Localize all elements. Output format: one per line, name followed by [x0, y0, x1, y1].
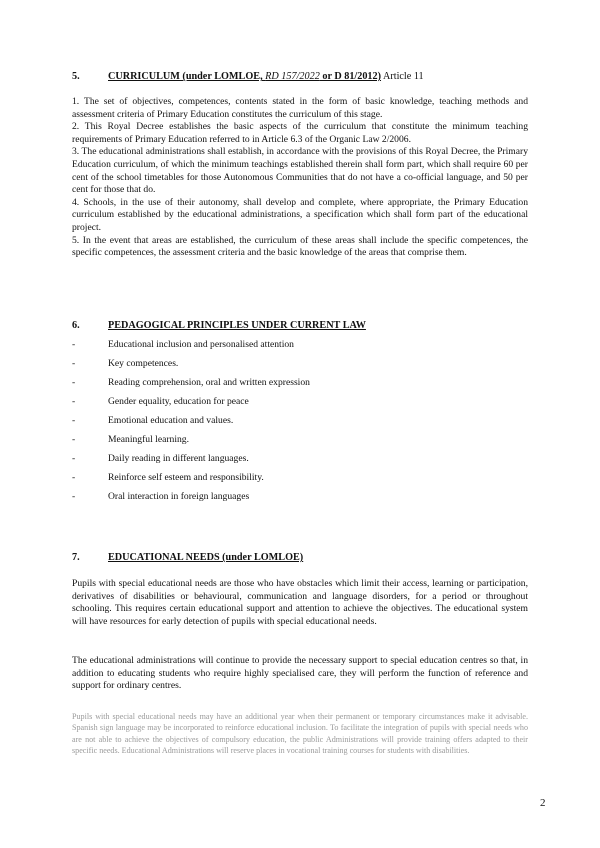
list-item: - Emotional education and values. [72, 415, 234, 426]
section-5-title-rd: RD 157/2022 [265, 71, 320, 82]
section-6-number: 6. [72, 320, 80, 331]
list-item: - Daily reading in different languages. [72, 453, 249, 464]
list-item: - Educational inclusion and personalised attention [72, 339, 294, 350]
section-5-title-part1: CURRICULUM (under LOMLOE, [108, 71, 266, 82]
curriculum-point-4: 4. Schools, in the use of their autonomy, shall develop and complete, where appropriate, the Primary Education curriculum established by the educational administrations, a specification which shall form part of the educational project. [72, 196, 528, 233]
section-7-heading [72, 552, 303, 563]
curriculum-point-1: 1. The set of objectives, competences, contents stated in the form of basic knowledge, teaching methods and assessment criteria of Primary Education constitutes the curriculum of this stage. [72, 96, 528, 120]
section-7-note: Pupils with special educational needs may have an additional year when their permanent or temporary circumstances make it advisable. Spanish sign language may be incorporated to reinforce educational inclusion. To facilitate the integration of pupils with special needs who are not able to achieve the objectives of compulsory education, the public Administrations will provide training offers adapted to their specific needs. Educational Administrations will reserve places in vocational training courses for students with disabilities. [72, 712, 528, 755]
curriculum-point-2: 2. This Royal Decree establishes the basic aspects of the curriculum that constitute the minimum teaching requirements of Primary Education referred to in Article 6.3 of the Organic Law 2/2006. [72, 121, 528, 145]
section-5-title-suffix: Article 11 [381, 71, 424, 82]
page-number: 2 [540, 797, 546, 809]
section-7-paragraph-1: Pupils with special educational needs are those who have obstacles which limit their access, learning or participation, derivatives of disabilities or behavioural, communication and language disorders, for a period or throughout schooling. This requires certain educational support and attention to achieve the objectives. The educational system will have resources for early detection of pupils with special educational needs. [72, 578, 528, 627]
section-5-body [72, 96, 528, 260]
list-item: - Key competences. [72, 358, 179, 369]
list-item: - Reinforce self esteem and responsibility. [72, 472, 264, 483]
list-item: - Oral interaction in foreign languages [72, 491, 250, 502]
section-6-heading [72, 320, 366, 331]
list-item: - Reading comprehension, oral and written expression [72, 377, 310, 388]
list-item: - Gender equality, education for peace [72, 396, 249, 407]
section-6-title: PEDAGOGICAL PRINCIPLES UNDER CURRENT LAW [108, 320, 366, 331]
pedagogical-principles-list [72, 339, 528, 510]
section-5-title-part2: or D 81/2012) [319, 71, 382, 82]
list-item: - Meaningful learning. [72, 434, 189, 445]
section-5-heading [72, 71, 424, 82]
section-7-title: EDUCATIONAL NEEDS (under LOMLOE) [108, 552, 304, 563]
section-7-paragraph-2: The educational administrations will continue to provide the necessary support to special education centres so that, in addition to educating students who require highly specialised care, they will perform the function of reference and support for ordinary centres. [72, 655, 528, 692]
curriculum-point-5: 5. In the event that areas are established, the curriculum of these areas shall include the specific competences, the specific competences, the assessment criteria and the basic knowledge of the areas that comprise them. [72, 234, 528, 259]
curriculum-point-3: 3. The educational administrations shall establish, in accordance with the provisions of this Royal Decree, the Primary Education curriculum, of which the minimum teachings established therein shall form part, which shall require 60 per cent of the school timetables for those Autonomous Communities that do not have a co-official language, and 50 per cent for those that do. [72, 146, 528, 196]
section-5-number: 5. [72, 71, 80, 82]
section-7-number: 7. [72, 552, 80, 563]
